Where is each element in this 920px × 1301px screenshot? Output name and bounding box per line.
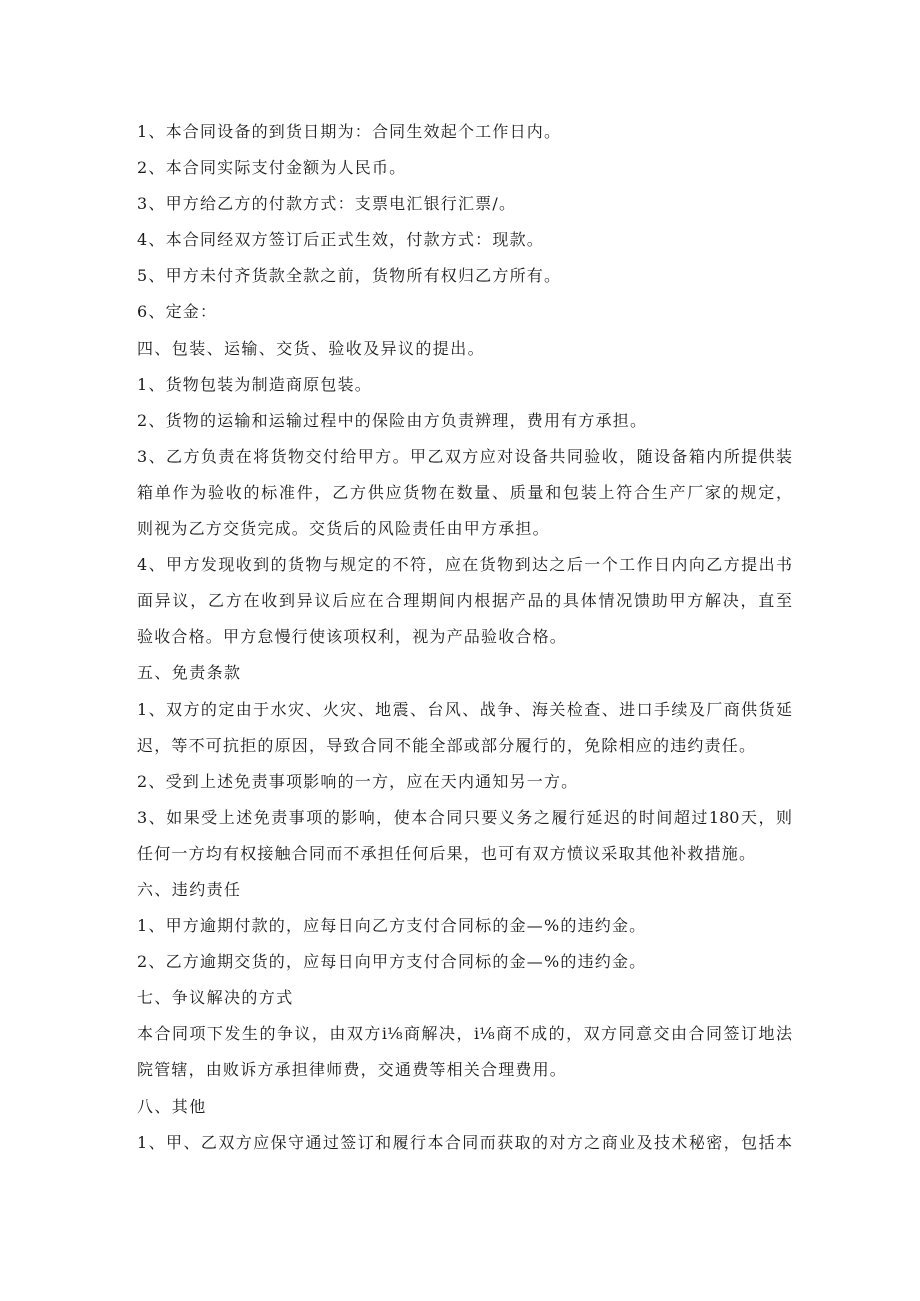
section-heading-exemption: 五、免责条款 [137,663,242,683]
clause-objection-line-1: 4、甲方发现收到的货物与规定的不符，应在货物到达之后一个工作日内向乙方提出书 [137,555,792,575]
clause-ownership: 5、甲方未付齐货款全款之前，货物所有权归乙方所有。 [137,266,562,286]
section-heading-other: 八、其他 [137,1096,207,1116]
clause-late-delivery: 2、乙方逾期交货的，应每日向甲方支付合同标的金—%的违约金。 [137,952,647,972]
clause-confidentiality-line-1: 1、甲、乙双方应保守通过签订和履行本合同而获取的对方之商业及技术秘密，包括本 [137,1132,792,1152]
clause-acceptance-line-1: 3、乙方负责在将货物交付给甲方。甲乙双方应对设备共同验收，随设备箱内所提供装 [137,446,792,466]
clause-transport: 2、货物的运输和运输过程中的保险由方负责辨理，费用有方承担。 [137,410,648,430]
clause-payment-method: 3、甲方给乙方的付款方式：支票电汇银行汇票/。 [137,194,517,214]
section-heading-dispute: 七、争议解决的方式 [137,988,294,1008]
clause-objection-line-3: 验收合格。甲方怠慢行使该项权利，视为产品验收合格。 [137,627,568,647]
clause-acceptance-line-3: 则视为乙方交货完成。交货后的风险责任由甲方承担。 [137,519,550,539]
section-heading-packaging: 四、包装、运输、交货、验收及异议的提出。 [137,338,486,358]
clause-deposit: 6、定金： [137,302,218,322]
contract-body [137,114,792,1161]
clause-late-payment: 1、甲方逾期付款的，应每日向乙方支付合同标的金—%的违约金。 [137,916,647,936]
clause-payment-amount: 2、本合同实际支付金额为人民币。 [137,158,407,178]
clause-acceptance-line-2: 箱单作为验收的标准件，乙方供应货物在数量、质量和包装上符合生产厂家的规定， [137,482,792,502]
clause-packaging: 1、货物包装为制造商原包装。 [137,374,372,394]
clause-effective: 4、本合同经双方签订后正式生效，付款方式：现款。 [137,230,544,250]
clause-delay-line-1: 3、如果受上述免责事项的影响，使本合同只要义务之履行延迟的时间超过180天，则 [137,807,792,827]
clause-delivery-date: 1、本合同设备的到货日期为：合同生效起个工作日内。 [137,122,562,141]
clause-delay-line-2: 任何一方均有权接触合同而不承担任何后果，也可有双方愤议采取其他补救措施。 [137,843,757,863]
clause-dispute-line-1: 本合同项下发生的争议，由双方i⅛商解决，i⅛商不成的，双方同意交由合同签订地法 [137,1024,792,1044]
clause-objection-line-2: 面异议，乙方在收到异议后应在合理期间内根据产品的具体情况馈助甲方解决，直至 [137,591,792,611]
clause-notification: 2、受到上述免责事项影响的一方，应在天内通知另一方。 [137,771,579,791]
section-heading-liability: 六、违约责任 [137,879,242,899]
clause-dispute-line-2: 院管辖，由败诉方承担律师费，交通费等相关合理费用。 [137,1060,568,1080]
clause-force-majeure-line-2: 迟，等不可抗拒的原因，导致合同不能全部或部分履行的，免除相应的违约责任。 [137,735,757,755]
clause-force-majeure-line-1: 1、双方的定由于水灾、火灾、地震、台风、战争、海关检查、进口手续及厂商供货延 [137,699,792,719]
